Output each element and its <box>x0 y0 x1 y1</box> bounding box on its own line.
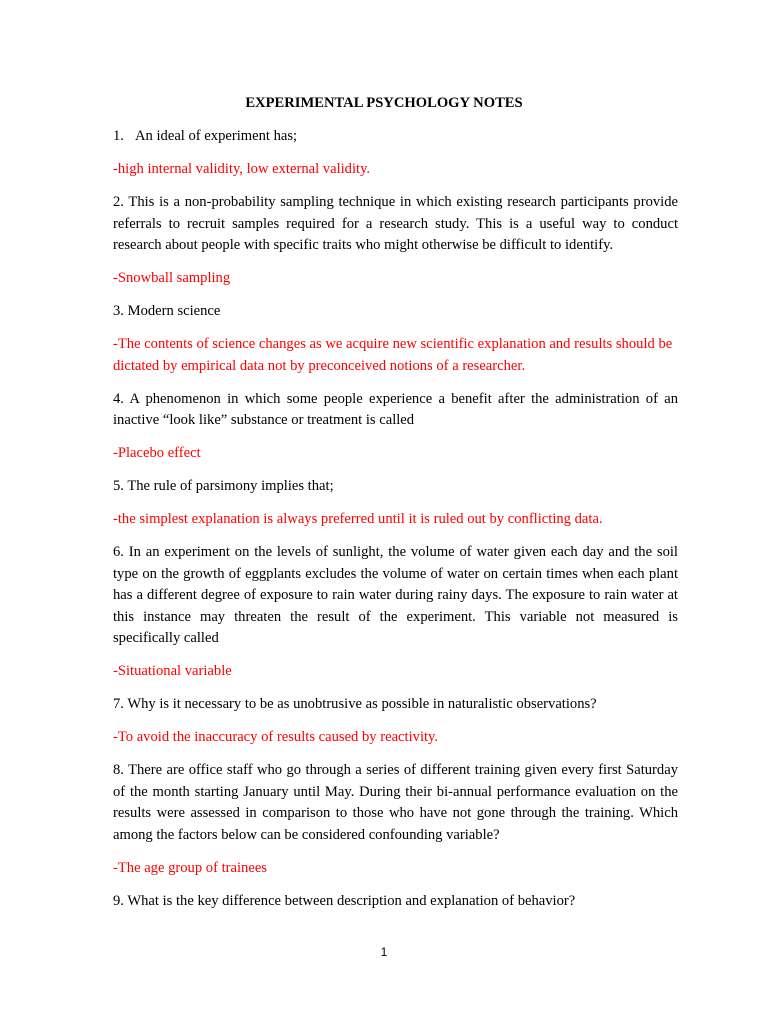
answer-6: -Situational variable <box>113 663 232 679</box>
question-4: 4. A phenomenon in which some people experience a benefit after the administration of an inactive “look like” substance or treatment is called <box>113 390 678 428</box>
answer-8: -The age group of trainees <box>113 859 267 876</box>
question-6: 6. In an experiment on the levels of sunlight, the volume of water given each day and the soil type on the growth of eggplants excludes the volume of water on certain times when each plant has a different degree of exposure to rain water during rainy days. The exposure to rain water at this instance may threaten the result of the experiment. This variable not measured is specifically called <box>113 544 678 646</box>
question-7: 7. Why is it necessary to be as unobtrusive as possible in naturalistic observations? <box>113 696 597 712</box>
question-1 <box>113 126 678 148</box>
answer-2: -Snowball sampling <box>113 270 231 286</box>
question-2: 2. This is a non-probability sampling technique in which existing research participants provide referrals to recruit samples required for a research study. This is a useful way to conduct research about people with specific traits who might otherwise be difficult to identify. <box>113 194 678 253</box>
answer-7: -To avoid the inaccuracy of results caused by reactivity. <box>113 729 439 745</box>
answer-4: -Placebo effect <box>113 445 201 461</box>
document-body <box>113 126 678 924</box>
document-title: EXPERIMENTAL PSYCHOLOGY NOTES <box>245 95 523 111</box>
answer-5: -the simplest explanation is always preferred until it is ruled out by conflicting data. <box>113 511 603 527</box>
question-1-text: An ideal of experiment has; <box>135 128 298 144</box>
question-1-number: 1. <box>113 128 124 144</box>
question-5: 5. The rule of parsimony implies that; <box>113 478 334 494</box>
answer-1: -high internal validity, low external validity. <box>113 161 371 177</box>
question-3: 3. Modern science <box>113 303 221 319</box>
answer-3: -The contents of science changes as we acquire new scientific explanation and results should be dictated by empirical data not by preconceived notions of a researcher. <box>113 336 673 374</box>
question-9: 9. What is the key difference between description and explanation of behavior? <box>113 892 576 909</box>
question-8: 8. There are office staff who go through a series of different training given every first Saturday of the month starting January until May. During their bi-annual performance evaluation on the results were assessed in comparison to those who have not gone through the training. Which among the factors below can be considered confounding variable? <box>113 762 678 843</box>
page-number: 1 <box>380 945 388 959</box>
